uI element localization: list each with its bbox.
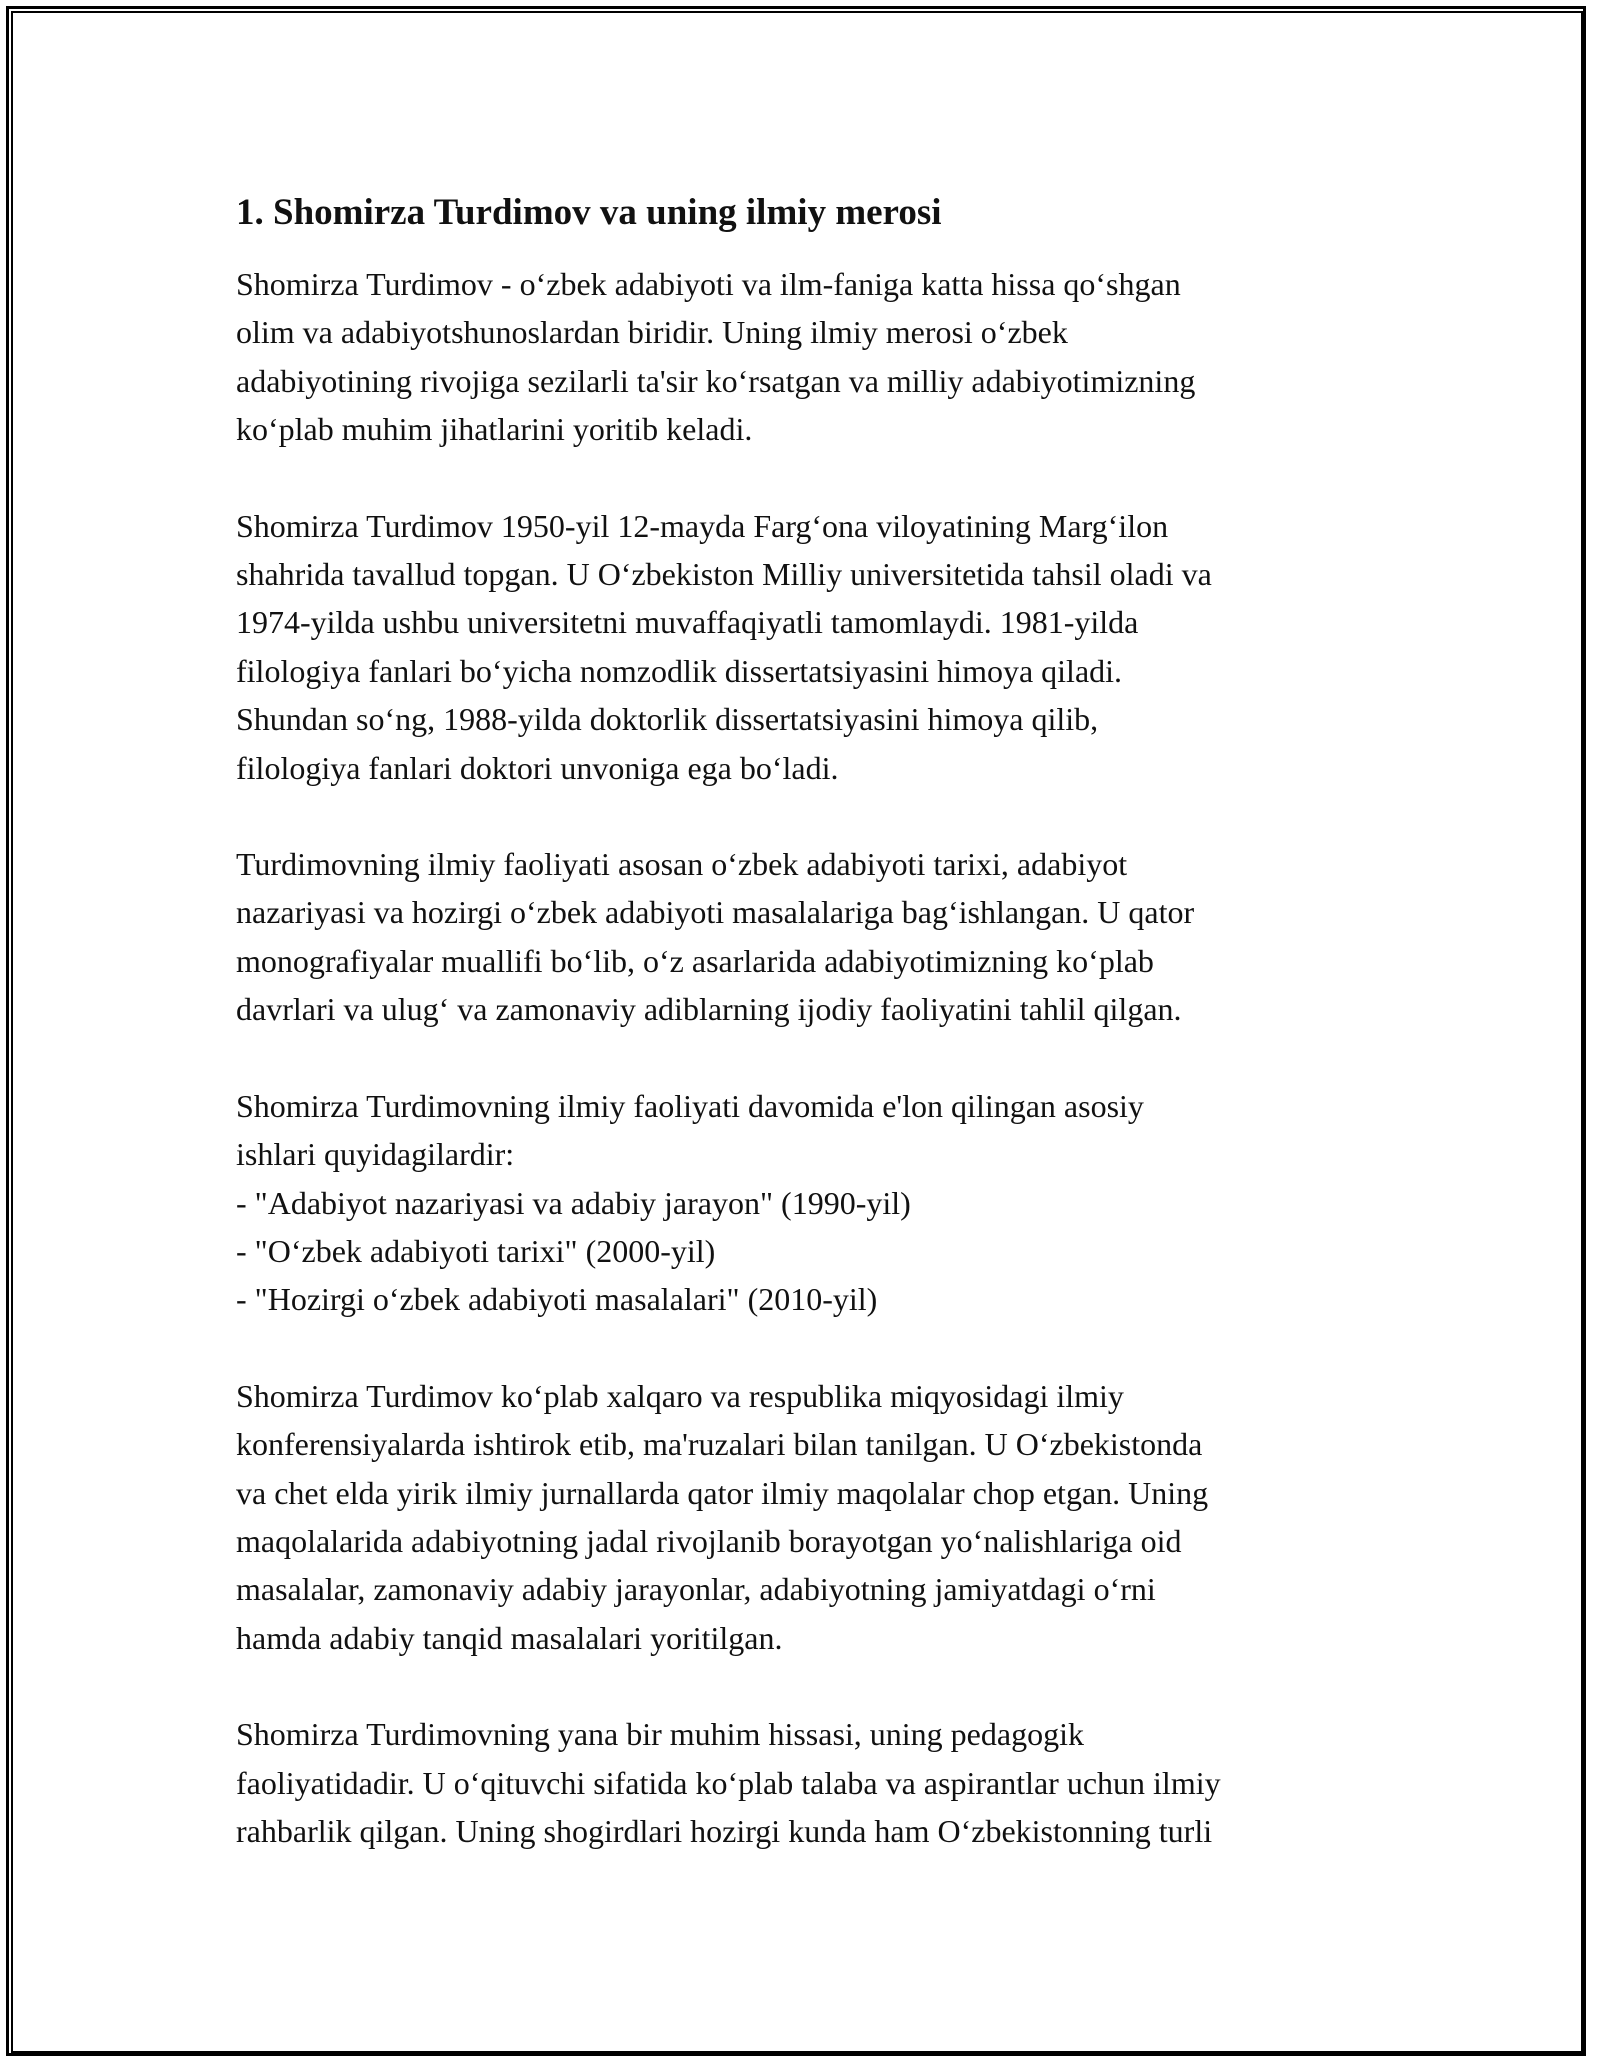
- section-heading: 1. Shomirza Turdimov va uning ilmiy merosi: [236, 192, 942, 233]
- text-line: Turdimovning ilmiy faoliyati asosan o‘zbek adabiyoti tarixi, adabiyot: [236, 846, 1128, 883]
- text-line: Shundan so‘ng, 1988-yilda doktorlik dissertatsiyasini himoya qilib,: [236, 701, 1099, 738]
- text-line: rahbarlik qilgan. Uning shogirdlari hozirgi kunda ham O‘zbekistonning turli: [236, 1812, 1213, 1849]
- publication-list-item: - "Hozirgi o‘zbek adabiyoti masalalari" (2010-yil): [236, 1281, 878, 1318]
- text-line: masalalar, zamonaviy adabiy jarayonlar, adabiyotning jamiyatdagi o‘rni: [236, 1571, 1156, 1608]
- text-line: monografiyalar muallifi bo‘lib, o‘z asarlarida adabiyotimizning ko‘plab: [236, 942, 1154, 979]
- paragraph-biography: [236, 502, 1396, 792]
- text-line: olim va adabiyotshunoslardan biridir. Uning ilmiy merosi o‘zbek: [236, 314, 1068, 351]
- text-line: faoliyatidadir. U o‘qituvchi sifatida ko‘plab talaba va aspirantlar uchun ilmiy: [236, 1764, 1221, 1801]
- text-line: ishlari quyidagilardir:: [236, 1136, 515, 1173]
- text-line: ko‘plab muhim jihatlarini yoritib keladi.: [236, 411, 753, 448]
- paragraph-intro: [236, 260, 1396, 454]
- text-line: konferensiyalarda ishtirok etib, ma'ruzalari bilan tanilgan. U O‘zbekistonda: [236, 1426, 1203, 1463]
- text-line: maqolalarida adabiyotning jadal rivojlanib borayotgan yo‘nalishlariga oid: [236, 1522, 1182, 1559]
- publication-list-item: - "Adabiyot nazariyasi va adabiy jarayon" (1990-yil): [236, 1184, 911, 1221]
- text-line: va chet elda yirik ilmiy jurnallarda qator ilmiy maqolalar chop etgan. Uning: [236, 1474, 1209, 1511]
- publication-list-item: - "O‘zbek adabiyoti tarixi" (2000-yil): [236, 1232, 716, 1269]
- text-line: filologiya fanlari bo‘yicha nomzodlik dissertatsiyasini himoya qiladi.: [236, 652, 1123, 689]
- text-line: davrlari va ulug‘ va zamonaviy adiblarning ijodiy faoliyatini tahlil qilgan.: [236, 991, 1182, 1028]
- paragraph-research-focus: [236, 840, 1396, 1034]
- text-line: shahrida tavallud topgan. U O‘zbekiston Milliy universitetida tahsil oladi va: [236, 556, 1212, 593]
- text-line: 1974-yilda ushbu universitetni muvaffaqiyatli tamomlaydi. 1981-yilda: [236, 604, 1139, 641]
- paragraph-publications: [236, 1082, 1396, 1324]
- text-line: Shomirza Turdimov - o‘zbek adabiyoti va ilm-faniga katta hissa qo‘shgan: [236, 266, 1181, 302]
- text-line: adabiyotining rivojiga sezilarli ta'sir ko‘rsatgan va milliy adabiyotimizning: [236, 362, 1196, 399]
- text-line: Shomirza Turdimov 1950-yil 12-mayda Farg‘ona viloyatining Marg‘ilon: [236, 507, 1169, 544]
- text-line: Shomirza Turdimov ko‘plab xalqaro va respublika miqyosidagi ilmiy: [236, 1377, 1124, 1414]
- text-line: hamda adabiy tanqid masalalari yoritilgan.: [236, 1619, 783, 1656]
- paragraph-pedagogy: [236, 1710, 1396, 1855]
- text-line: Shomirza Turdimovning ilmiy faoliyati davomida e'lon qilingan asosiy: [236, 1087, 1144, 1124]
- text-line: filologiya fanlari doktori unvoniga ega bo‘ladi.: [236, 749, 839, 786]
- document-body: [236, 188, 1396, 1903]
- text-line: nazariyasi va hozirgi o‘zbek adabiyoti masalalariga bag‘ishlangan. U qator: [236, 894, 1195, 931]
- paragraph-conferences: [236, 1372, 1396, 1662]
- text-line: Shomirza Turdimovning yana bir muhim hissasi, uning pedagogik: [236, 1716, 1084, 1753]
